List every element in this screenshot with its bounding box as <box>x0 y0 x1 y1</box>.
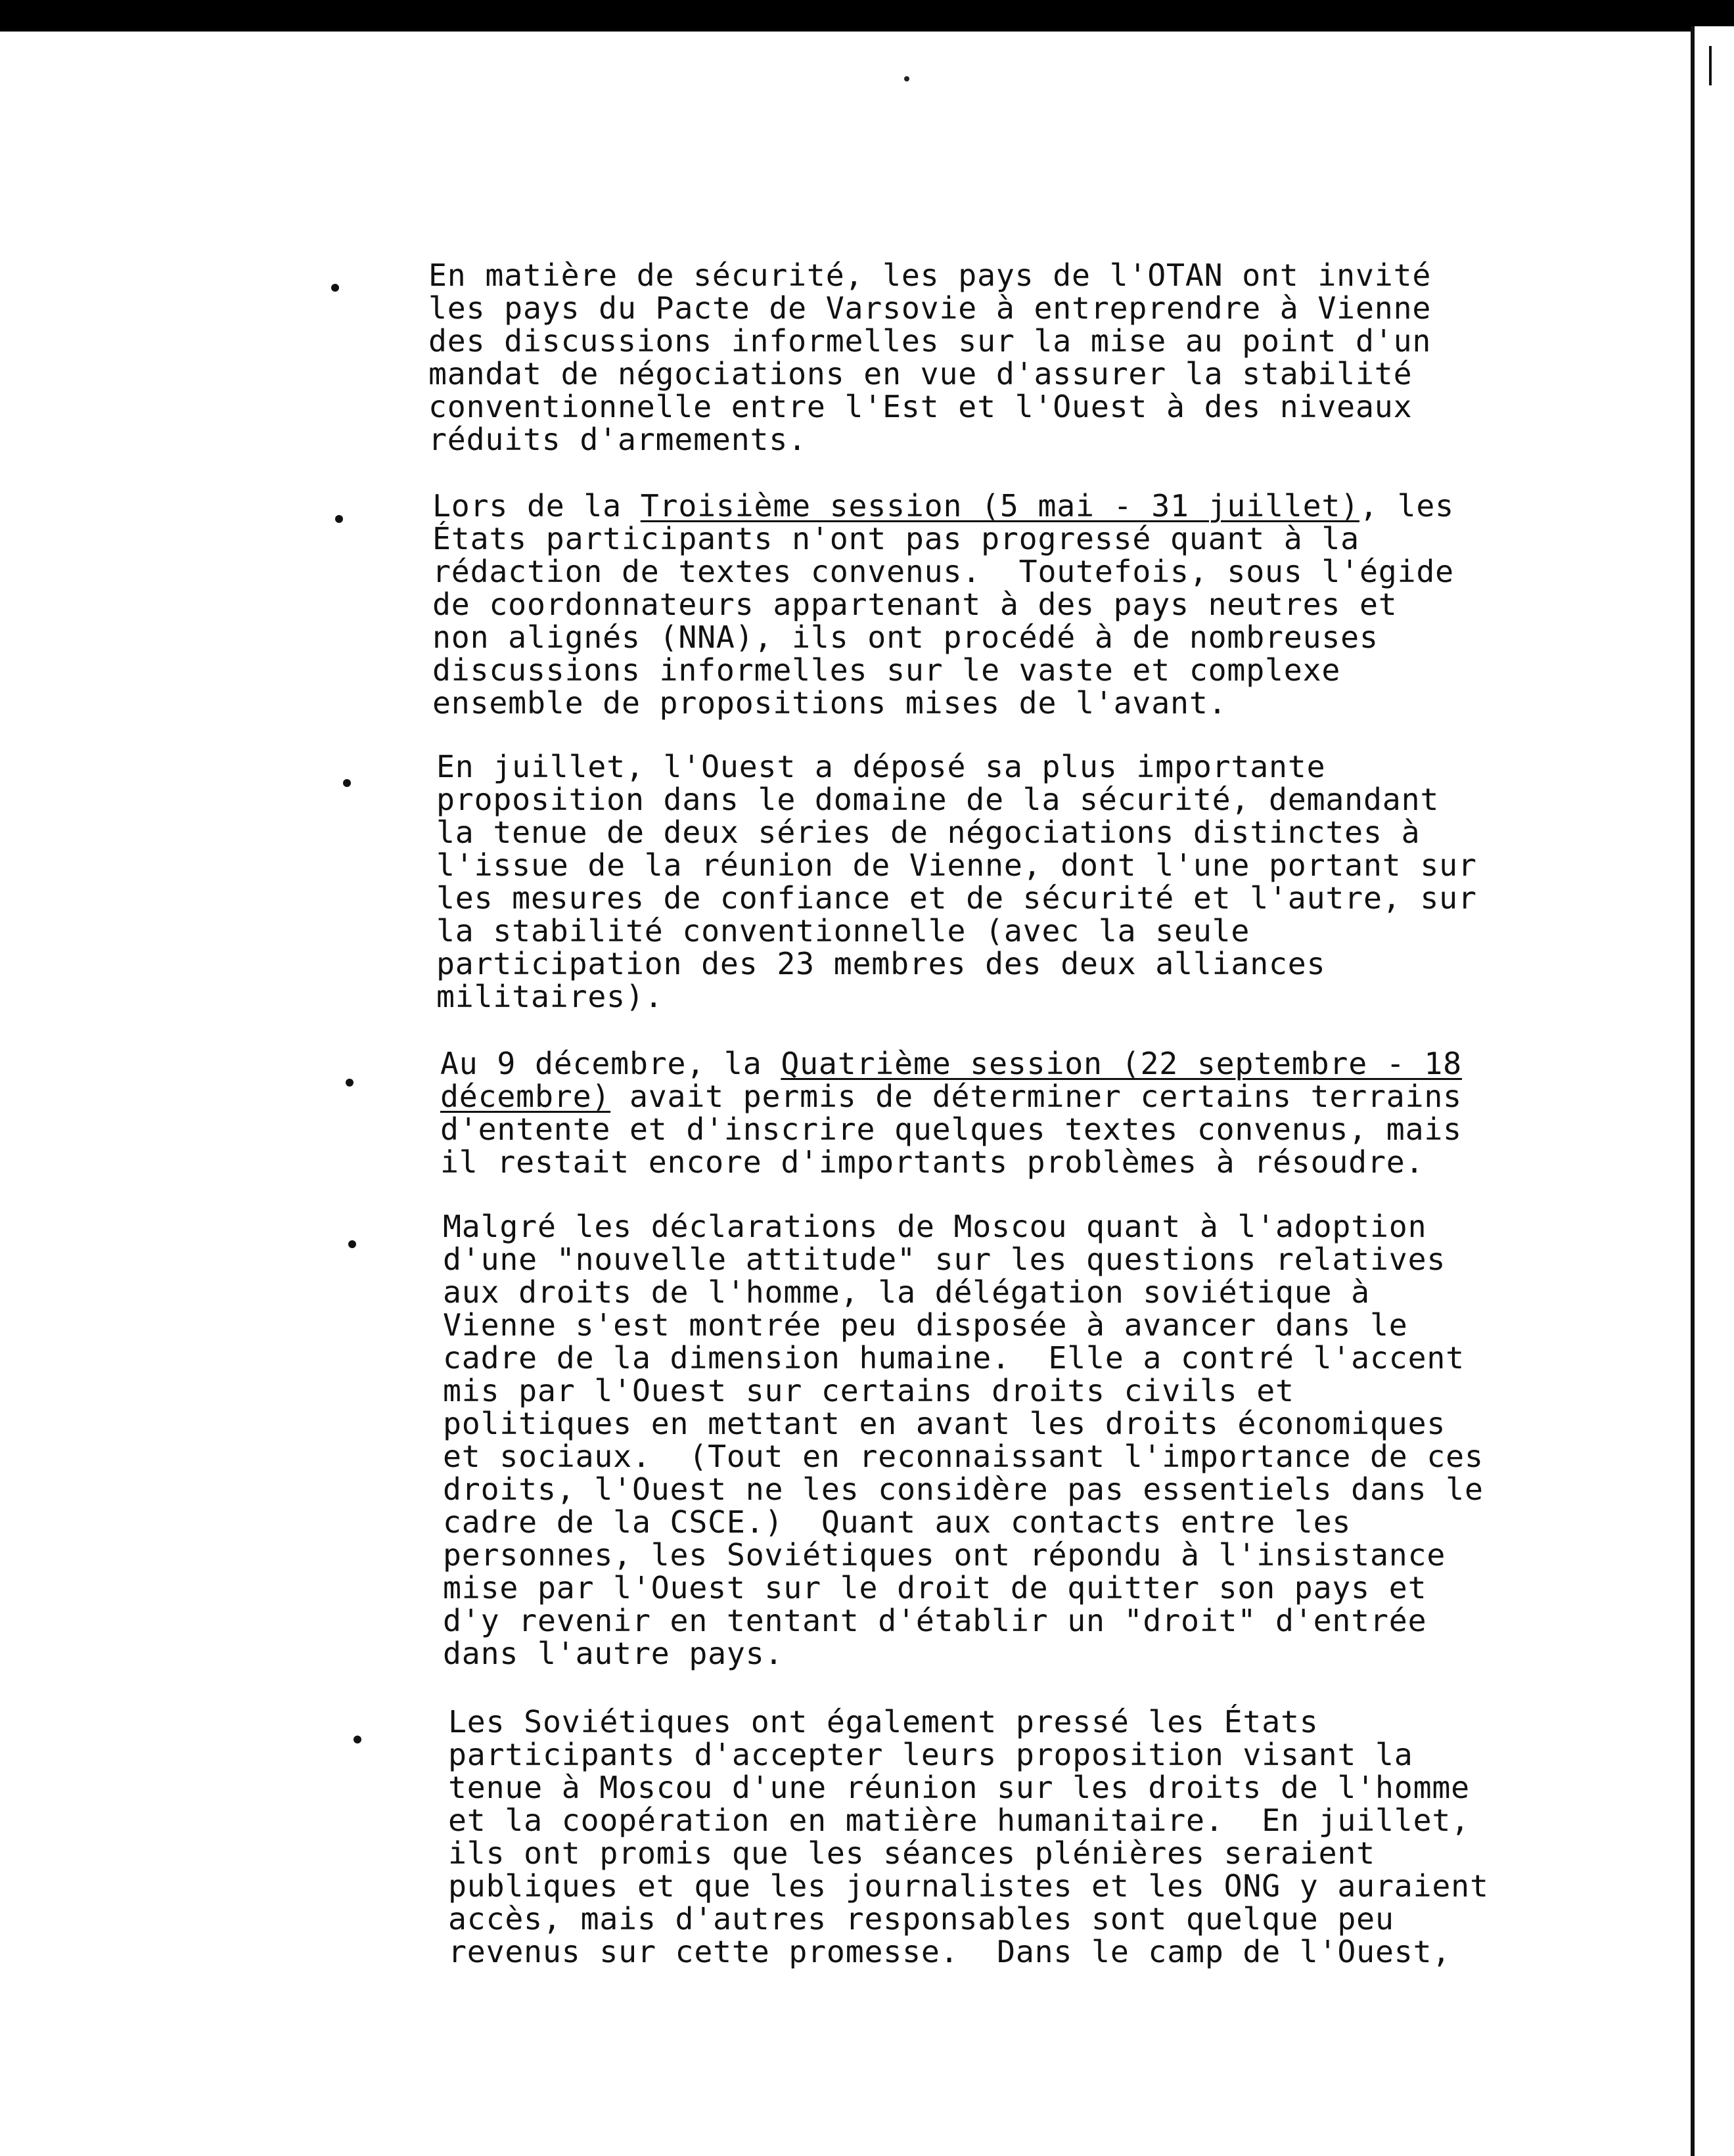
text-run: et la coopération en matière humanitaire. En juillet, <box>448 1803 1470 1838</box>
text-run: publiques et que les journalistes et les ONG y auraient <box>448 1868 1489 1904</box>
text-run: personnes, les Soviétiques ont répondu à l'insistance <box>443 1537 1446 1573</box>
text-line <box>432 685 1227 721</box>
text-run: ensemble de propositions mises de l'avant. <box>432 685 1227 721</box>
text-line <box>448 1737 1413 1772</box>
text-line <box>443 1307 1408 1343</box>
text-line <box>436 880 1477 916</box>
text-run: l'issue de la réunion de Vienne, dont l'une portant sur <box>436 847 1477 883</box>
text-line <box>436 913 1250 949</box>
text-run: aux droits de l'homme, la délégation soviétique à <box>443 1274 1370 1310</box>
text-run: avait permis de déterminer certains terrains <box>610 1079 1462 1114</box>
text-run: Les Soviétiques ont également pressé les États <box>448 1704 1319 1740</box>
text-run: la tenue de deux séries de négociations distinctes à <box>436 815 1421 850</box>
paragraph <box>448 1705 1489 1968</box>
text-run: mise par l'Ouest sur le droit de quitter son pays et <box>443 1570 1427 1606</box>
text-run: proposition dans le domaine de la sécurité, demandant <box>436 782 1440 817</box>
bullet-marker <box>335 515 343 523</box>
text-line <box>448 1835 1375 1871</box>
text-line <box>448 1934 1451 1969</box>
text-run: conventionnelle entre l'Est et l'Ouest à des niveaux <box>428 389 1413 424</box>
text-line <box>428 323 1431 359</box>
text-line <box>436 815 1420 850</box>
text-line <box>448 1770 1470 1805</box>
paragraph <box>443 1210 1484 1670</box>
text-line <box>448 1803 1470 1838</box>
text-run: d'entente et d'inscrire quelques textes convenus, mais <box>440 1112 1462 1147</box>
text-run: cadre de la CSCE.) Quant aux contacts entre les <box>443 1504 1352 1540</box>
text-run: discussions informelles sur le vaste et complexe <box>432 652 1341 688</box>
paragraph <box>440 1047 1462 1179</box>
text-line <box>443 1471 1484 1507</box>
text-line <box>428 422 807 457</box>
text-line <box>443 1439 1484 1474</box>
text-run: accès, mais d'autres responsables sont quelque peu <box>448 1901 1394 1937</box>
underlined-text: Quatrième session (22 septembre - 18 <box>781 1046 1462 1081</box>
text-line <box>428 389 1412 424</box>
text-line <box>432 587 1398 622</box>
text-run: et sociaux. (Tout en reconnaissant l'importance de ces <box>443 1439 1484 1474</box>
text-run: d'une "nouvelle attitude" sur les questions relatives <box>443 1242 1446 1277</box>
text-line <box>428 258 1431 293</box>
text-run: , les <box>1359 488 1454 524</box>
text-run: tenue à Moscou d'une réunion sur les droits de l'homme <box>448 1770 1470 1805</box>
text-run: dans l'autre pays. <box>443 1636 784 1671</box>
text-line <box>443 1406 1446 1441</box>
text-run: politiques en mettant en avant les droits économiques <box>443 1406 1446 1441</box>
text-run: des discussions informelles sur la mise au point d'un <box>428 323 1432 359</box>
text-line <box>448 1901 1394 1937</box>
bullet-marker <box>331 284 339 292</box>
text-line <box>443 1340 1465 1376</box>
text-line <box>443 1504 1351 1540</box>
text-run: Vienne s'est montrée peu disposée à avancer dans le <box>443 1307 1408 1343</box>
text-line <box>432 619 1379 655</box>
text-line <box>443 1274 1370 1310</box>
text-run: rédaction de textes convenus. Toutefois, sous l'égide <box>432 554 1454 589</box>
scan-edge-mark <box>1709 46 1712 85</box>
text-line <box>440 1144 1424 1180</box>
text-line <box>443 1603 1426 1638</box>
text-line <box>443 1537 1446 1573</box>
underlined-text: décembre) <box>440 1079 611 1114</box>
text-run: mis par l'Ouest sur certains droits civils et <box>443 1373 1294 1408</box>
text-line <box>436 847 1477 883</box>
text-line <box>428 290 1431 326</box>
text-run: droits, l'Ouest ne les considère pas essentiels dans le <box>443 1471 1484 1507</box>
text-run: non alignés (NNA), ils ont procédé à de nombreuses <box>432 619 1379 655</box>
bullet-marker <box>346 1079 354 1087</box>
bullet-marker <box>354 1736 361 1743</box>
scan-right-edge <box>1691 26 1734 2156</box>
paragraph <box>436 750 1477 1013</box>
bullet-marker <box>343 779 351 787</box>
text-run: Lors de la <box>432 488 641 524</box>
text-run: Au 9 décembre, la <box>440 1046 781 1081</box>
scan-speck <box>904 76 909 81</box>
text-line <box>432 488 1454 524</box>
text-run: cadre de la dimension humaine. Elle a contré l'accent <box>443 1340 1465 1376</box>
text-run: mandat de négociations en vue d'assurer la stabilité <box>428 356 1413 392</box>
text-line <box>436 782 1439 817</box>
text-line <box>443 1373 1294 1408</box>
paragraph <box>428 259 1431 456</box>
text-line <box>443 1209 1426 1244</box>
text-line <box>432 554 1454 589</box>
text-line <box>440 1112 1462 1147</box>
text-run: il restait encore d'importants problèmes à résoudre. <box>440 1144 1425 1180</box>
text-run: de coordonnateurs appartenant à des pays neutres et <box>432 587 1398 622</box>
text-line <box>436 979 664 1014</box>
text-line <box>443 1570 1426 1606</box>
text-run: les pays du Pacte de Varsovie à entreprendre à Vienne <box>428 290 1432 326</box>
text-run: militaires). <box>436 979 664 1014</box>
text-run: d'y revenir en tentant d'établir un "droit" d'entrée <box>443 1603 1427 1638</box>
text-run: En matière de sécurité, les pays de l'OTAN ont invité <box>428 258 1432 293</box>
text-run: les mesures de confiance et de sécurité et l'autre, sur <box>436 880 1477 916</box>
bullet-marker <box>348 1240 356 1248</box>
text-run: réduits d'armements. <box>428 422 807 457</box>
text-line <box>428 356 1412 392</box>
scan-top-edge <box>0 0 1734 32</box>
text-run: Malgré les déclarations de Moscou quant à l'adoption <box>443 1209 1427 1244</box>
text-line <box>436 946 1325 981</box>
text-line <box>448 1704 1319 1740</box>
text-line <box>436 749 1325 784</box>
text-line <box>432 521 1359 556</box>
text-run: la stabilité conventionnelle (avec la seule <box>436 913 1250 949</box>
text-line <box>448 1868 1489 1904</box>
text-line <box>440 1046 1462 1081</box>
text-run: ils ont promis que les séances plénières seraient <box>448 1835 1375 1871</box>
text-line <box>443 1242 1446 1277</box>
text-run: participation des 23 membres des deux alliances <box>436 946 1326 981</box>
text-run: États participants n'ont pas progressé quant à la <box>432 521 1359 556</box>
text-line <box>440 1079 1462 1114</box>
paragraph <box>432 489 1454 719</box>
text-run: participants d'accepter leurs proposition visant la <box>448 1737 1413 1772</box>
text-run: revenus sur cette promesse. Dans le camp de l'Ouest, <box>448 1934 1451 1969</box>
text-line <box>443 1636 783 1671</box>
underlined-text: Troisième session (5 mai - 31 juillet) <box>640 488 1359 524</box>
text-run: En juillet, l'Ouest a déposé sa plus importante <box>436 749 1326 784</box>
text-line <box>432 652 1340 688</box>
